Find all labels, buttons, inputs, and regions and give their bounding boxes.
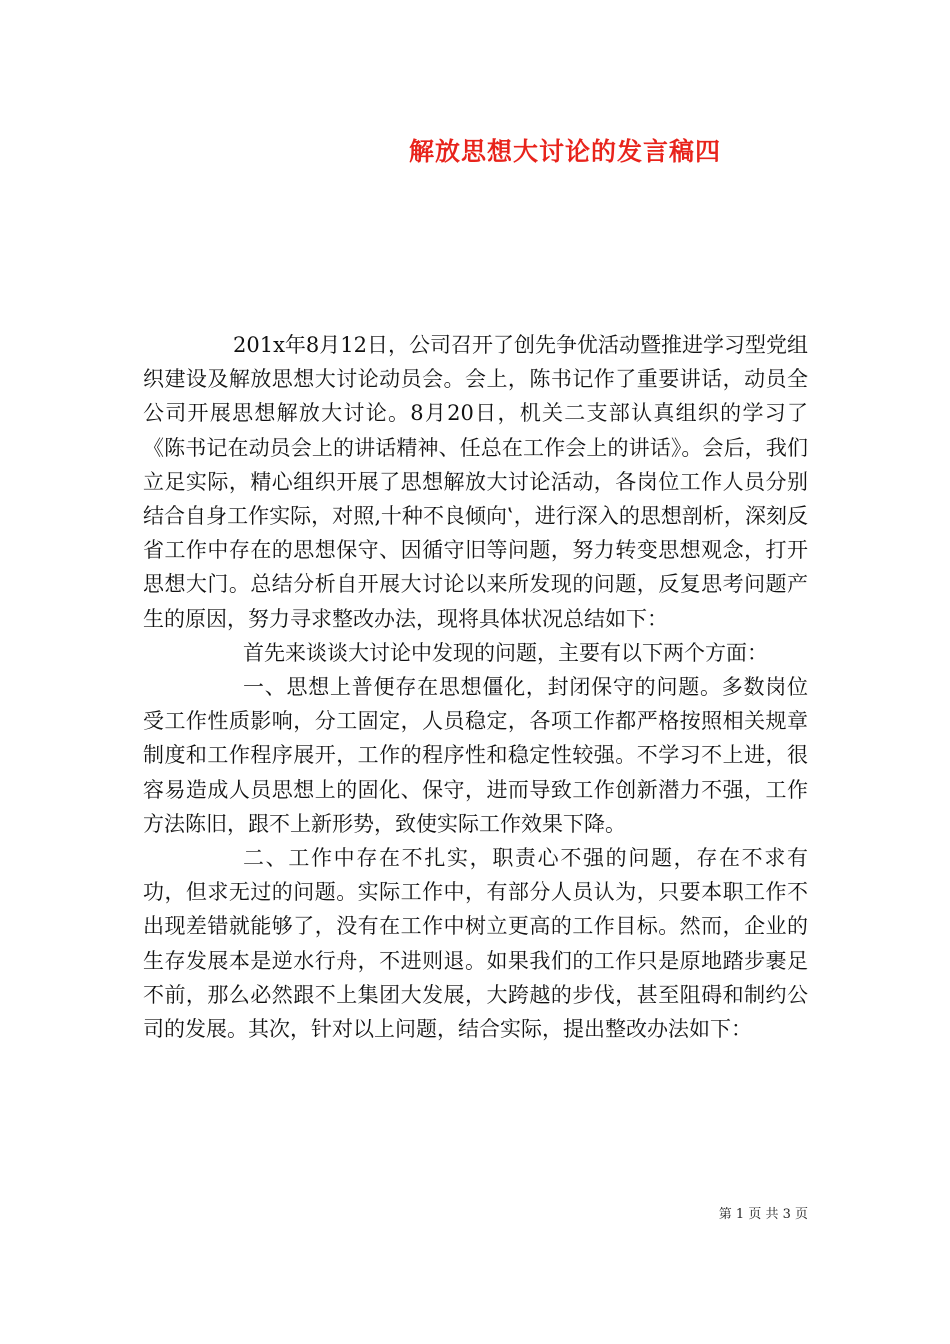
paragraph-problem-one: 一、思想上普便存在思想僵化，封闭保守的问题。多数岗位受工作性质影响，分工固定，人员稳定，各项工作都严格按照相关规章制度和工作程序展开，工作的程序性和稳定性较强。不学习不上进，很容易造成人员思想上的固化、保守，进而导致工作创新潜力不强，工作方法陈旧，跟不上新形势，致使实际工作效果下降。: [143, 675, 808, 836]
page-number-footer: 第 1 页 共 3 页: [718, 1207, 808, 1222]
paragraph-problems-heading: 首先来谈谈大讨论中发现的问题，主要有以下两个方面：: [243, 640, 768, 665]
paragraph-problem-two: 二、工作中存在不扎实，职责心不强的问题，存在不求有功，但求无过的问题。实际工作中，有部分人员认为，只要本职工作不出现差错就能够了，没有在工作中树立更高的工作目标。然而，企业的生存发展本是逆水行舟，不进则退。如果我们的工作只是原地踏步裹足不前，那么必然跟不上集团大发展，大跨越的步伐，甚至阻碍和制约公司的发展。其次，针对以上问题，结合实际，提出整改办法如下：: [143, 846, 808, 1042]
document-body: [143, 328, 808, 1046]
document-title: [0, 132, 950, 168]
paragraph-intro: 201x年8月12日，公司召开了创先争优活动暨推进学习型党组织建设及解放思想大讨论动员会。会上，陈书记作了重要讲话，动员全公司开展思想解放大讨论。8月20日，机关二支部认真组织的学习了《陈书记在动员会上的讲话精神、任总在工作会上的讲话》。会后，我们立足实际，精心组织开展了思想解放大讨论活动，各岗位工作人员分别结合自身工作实际，对照‚十种不良倾向‛，进行深入的思想剖析，深刻反省工作中存在的思想保守、因循守旧等问题，努力转变思想观念，打开思想大门。总结分析自开展大讨论以来所发现的问题，反复思考问题产生的原因，努力寻求整改办法，现将具体状况总结如下：: [143, 333, 809, 631]
document-title-text: 解放思想大讨论的发言稿四: [408, 137, 721, 166]
